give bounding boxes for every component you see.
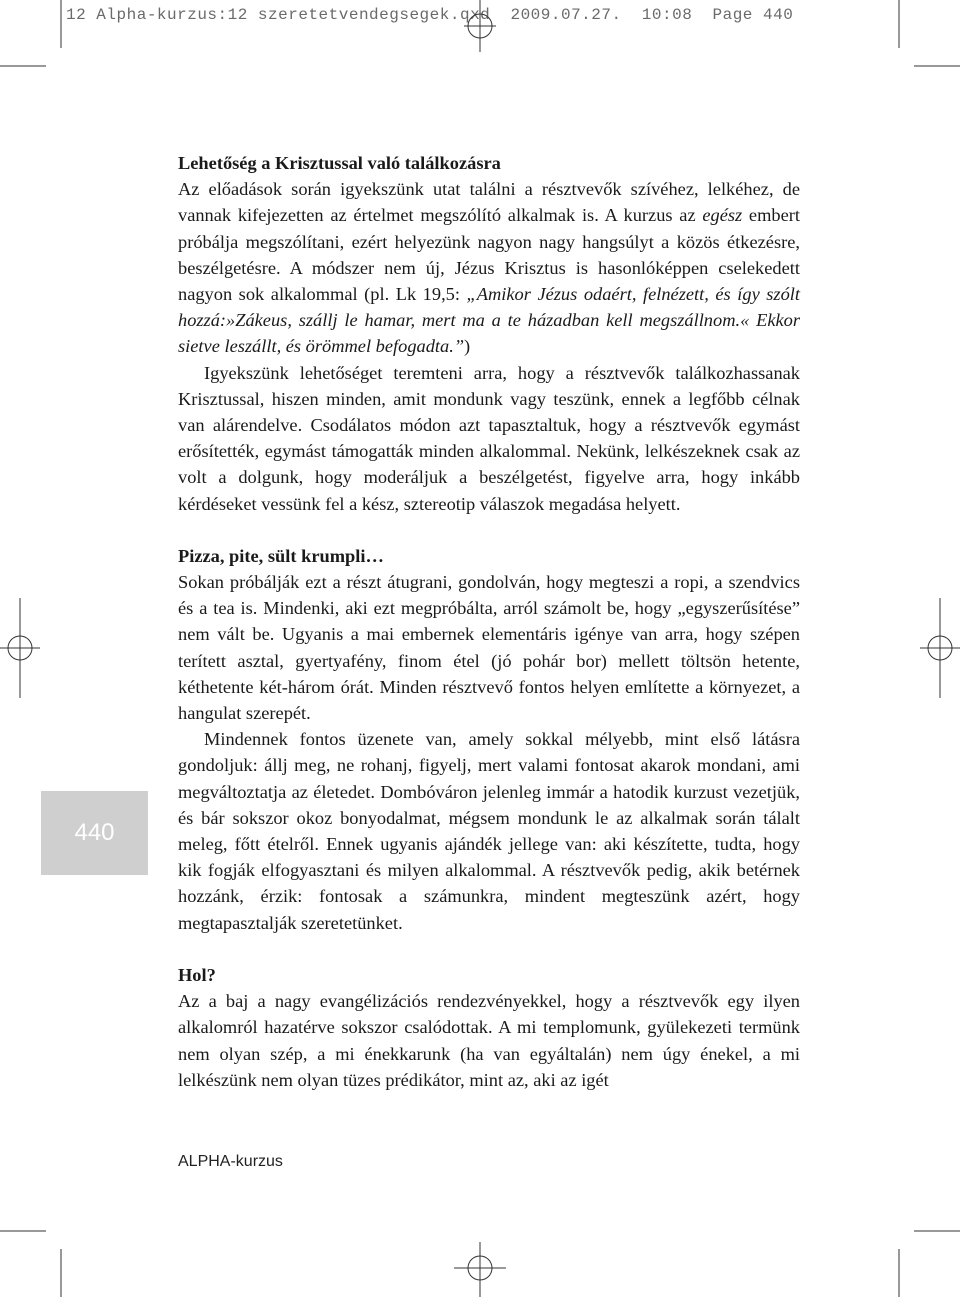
text-run: Mindennek fontos üzenete van, amely sokkal mélyebb, mint első látásra gondoljuk: állj meg, ne rohanj, figyelj, mert valami fontosat akarok mondani, ami megváltoztatja az életedet. Dombóváron jelenleg immár a hatodik kurzust vezetjük, és bár sokszor okoz bonyodalmat, mégsem mondunk le az alkalmak során tálalt meleg, főtt ételről. Ennek ugyanis ajándék jellege van: aki készítette, tudta, hogy kik fogják elfogyasztani és milyen alkalommal. A résztvevők pedig, akik betérnek hozzánk, érzik: fontosak a számunkra, mindent megteszünk azért, hogy megtapasztalják szeretetünket. [178, 729, 800, 933]
text-run: Az a baj a nagy evangélizációs rendezvényekkel, hogy a résztvevők egy ilyen alkalomról hazatérve sokszor csalódottak. A mi templomunk, gyülekezeti termünk nem olyan szép, a mi énekkarunk (ha van egyáltalán) nem úgy énekel, a mi lelkészünk nem olyan tüzes prédikátor, mint az, aki az igét [178, 991, 800, 1090]
body-paragraph [178, 569, 800, 726]
printer-slug [0, 0, 960, 34]
body-paragraph [178, 988, 800, 1093]
slug-text: 12 Alpha-kurzus:12 szeretetvendegsegek.qxd 2009.07.27. 10:08 Page 440 [66, 6, 794, 24]
text-run: ) [464, 336, 471, 357]
page-number: 440 [74, 819, 115, 846]
section-heading: Lehetőség a Krisztussal való találkozásra [178, 153, 501, 173]
registration-mark-left [0, 598, 40, 698]
registration-mark-bottom [454, 1242, 506, 1297]
text-run: Az előadások során igyekszünk utat találni a résztvevők szívéhez, lelkéhez, de vannak kifejezetten az értelmet megszólító alkalmak is. A kurzus az [178, 179, 800, 226]
body-paragraph [178, 726, 800, 936]
section-gap [178, 936, 800, 962]
italic-run: „Amikor Jézus odaért, felnézett, és így szólt hozzá:»Zákeus, szállj le hamar, mert ma a te házadban kell megszállnom.« Ekkor sietve leszállt, és örömmel befogadta.” [178, 284, 801, 357]
text-run: Sokan próbálják ezt a részt átugrani, gondolván, hogy megteszi a ropi, a szendvics és a tea is. Mindenki, aki ezt megpróbálta, arról számolt be, hogy „egyszerűsítése” nem vált be. Ugyanis a mai embernek elementáris igénye van arra, hogy szépen terített asztal, gyertyafény, finom étel (jó pohár bor) mellett töltsön hetente, kéthetente két-három órát. Minden résztvevő fontos helyen említette a környezet, a hangulat szerepét. [178, 572, 800, 724]
section-heading: Hol? [178, 964, 216, 985]
body-paragraph [178, 176, 800, 359]
body-text-column [178, 150, 800, 1093]
text-run: Igyekszünk lehetőséget teremteni arra, hogy a résztvevők találkozhassanak Krisztussal, hiszen minden, amit mondunk vagy teszünk, ennek a legfőbb célnak van alárendelve. Csodálatos módon azt tapasztaltuk, hogy a résztvevők egymást erősítették, egymást támogatták minden alkalommal. Nekünk, lelkészeknek csak az volt a dolgunk, hogy moderáljuk a beszélgetést, figyelve arra, hogy inkább kérdéseket vessünk fel a kész, sztereotip válaszok megadása helyett. [178, 362, 800, 514]
text-run: embert próbálja megszólítani, ezért helyezünk nagyon nagy hangsúlyt a közös étkezésre, beszélgetésre. A módszer nem új, Jézus Krisztus is hasonlóképpen cselekedett nagyon sok alkalommal (pl. Lk 19,5: [178, 205, 800, 305]
body-paragraph [178, 360, 800, 517]
running-footer: ALPHA-kurzus [178, 1153, 283, 1170]
section-heading: Pizza, pite, sült krumpli… [178, 545, 384, 566]
registration-mark-right [920, 598, 960, 698]
italic-run: egész [702, 205, 743, 226]
page-number-box [41, 791, 148, 875]
section-gap [178, 517, 800, 543]
